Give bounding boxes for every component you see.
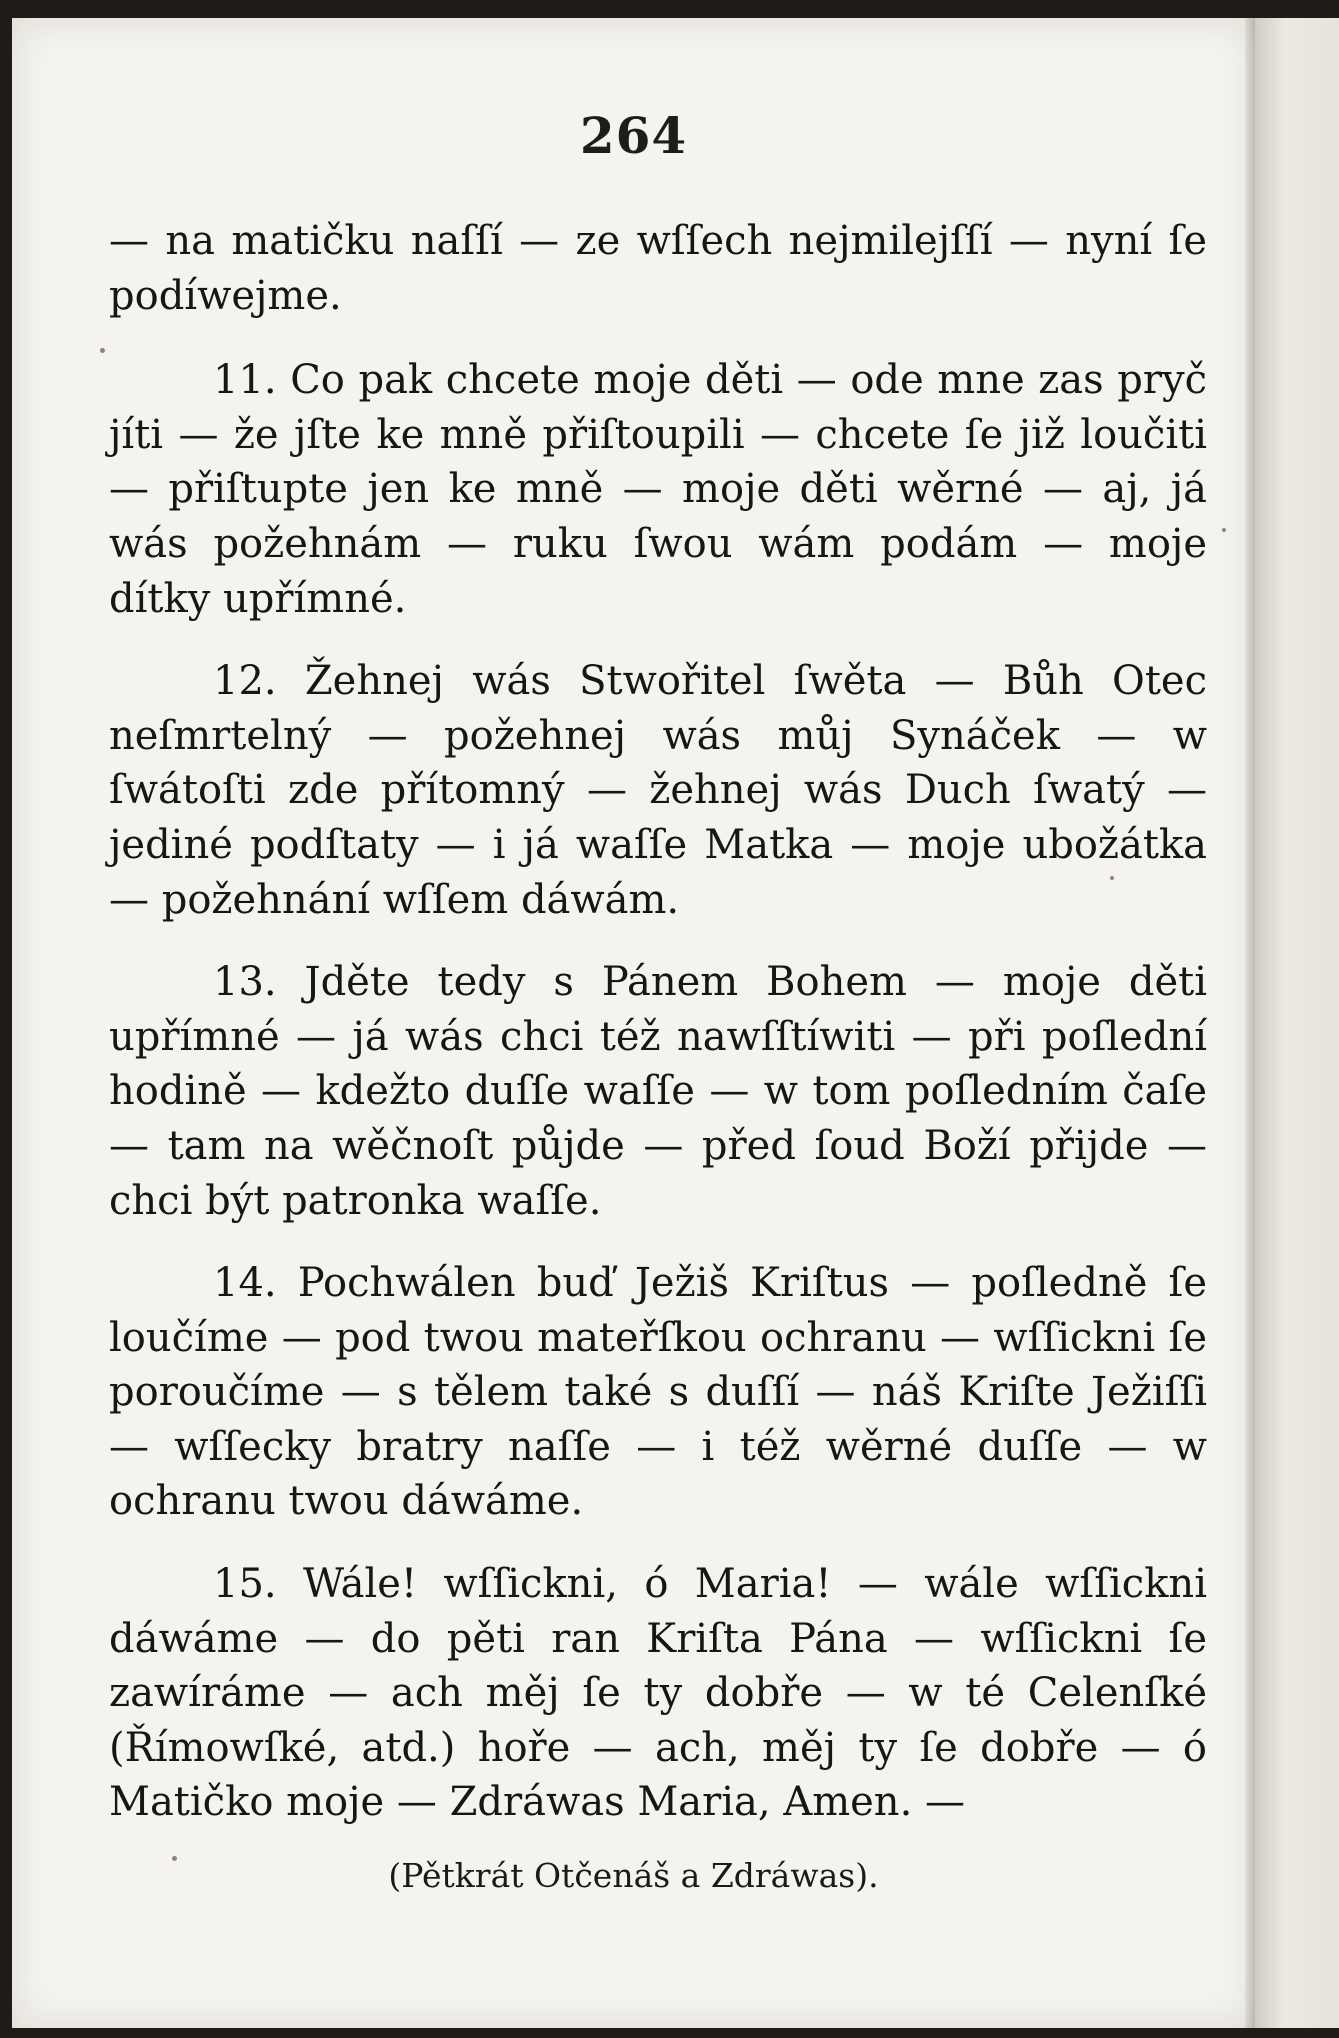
paper-speck bbox=[100, 348, 105, 353]
paragraph-12: 12. Žehnej wás Stwořitel ſwěta — Bůh Otec neſmrtelný — požehnej wás můj Synáček — w ſwátoſti zde přítomný — žehnej wás Duch ſwatý — jediné podſtaty — i já waſſe Matka — moje ubožátka — požehnání wſſem dáwám. bbox=[109, 658, 1207, 923]
page-text bbox=[109, 214, 1207, 1858]
page-number: 264 bbox=[579, 106, 688, 165]
paragraph-11: 11. Co pak chcete moje děti — ode mne zas pryč jíti — že jſte ke mně přiſtoupili — chcete ſe již loučiti — přiſtupte jen ke mně — moje děti wěrné — aj, já wás požehnám — ruku ſwou wám podám — moje dítky upřímné. bbox=[109, 357, 1207, 622]
paragraph-15: 15. Wále! wſſickni, ó Maria! — wále wſſickni dáwáme — do pěti ran Kriſta Pána — wſſickni ſe zawíráme — ach měj ſe ty dobře — w té Celenſké (Římowſké, atd.) hoře — ach, měj ty ſe dobře — ó Matičko moje — Zdráwas Maria, Amen. — bbox=[109, 1561, 1207, 1826]
paper-speck bbox=[1110, 876, 1114, 880]
adjacent-page-edge bbox=[1255, 18, 1339, 2028]
book-page bbox=[12, 18, 1255, 2028]
paragraph-14: 14. Pochwálen buď Ježiš Kriſtus — poſledně ſe loučíme — pod twou mateřſkou ochranu — wſſickni ſe poroučíme — s tělem také s duſſí — náš Kriſte Ježiſſi — wſſecky bratry naſſe — i též wěrné duſſe — w ochranu twou dáwáme. bbox=[109, 1260, 1207, 1525]
paper-speck bbox=[172, 1856, 177, 1861]
paper-speck bbox=[1222, 528, 1226, 532]
paragraph-13: 13. Jděte tedy s Pánem Bohem — moje děti upřímné — já wás chci též nawſſtíwiti — při poſlední hodině — kdežto duſſe waſſe — w tom poſledním čaſe — tam na wěčnoſt půjde — před ſoud Boží přijde — chci být patronka waſſe. bbox=[109, 959, 1207, 1224]
paragraph-continuation: — na matičku naſſí — ze wſſech nejmilejſſí — nyní ſe podíwejme. bbox=[109, 218, 1207, 319]
prayer-instruction-footnote: (Pětkrát Otčenáš a Zdráwas). bbox=[388, 1856, 879, 1895]
